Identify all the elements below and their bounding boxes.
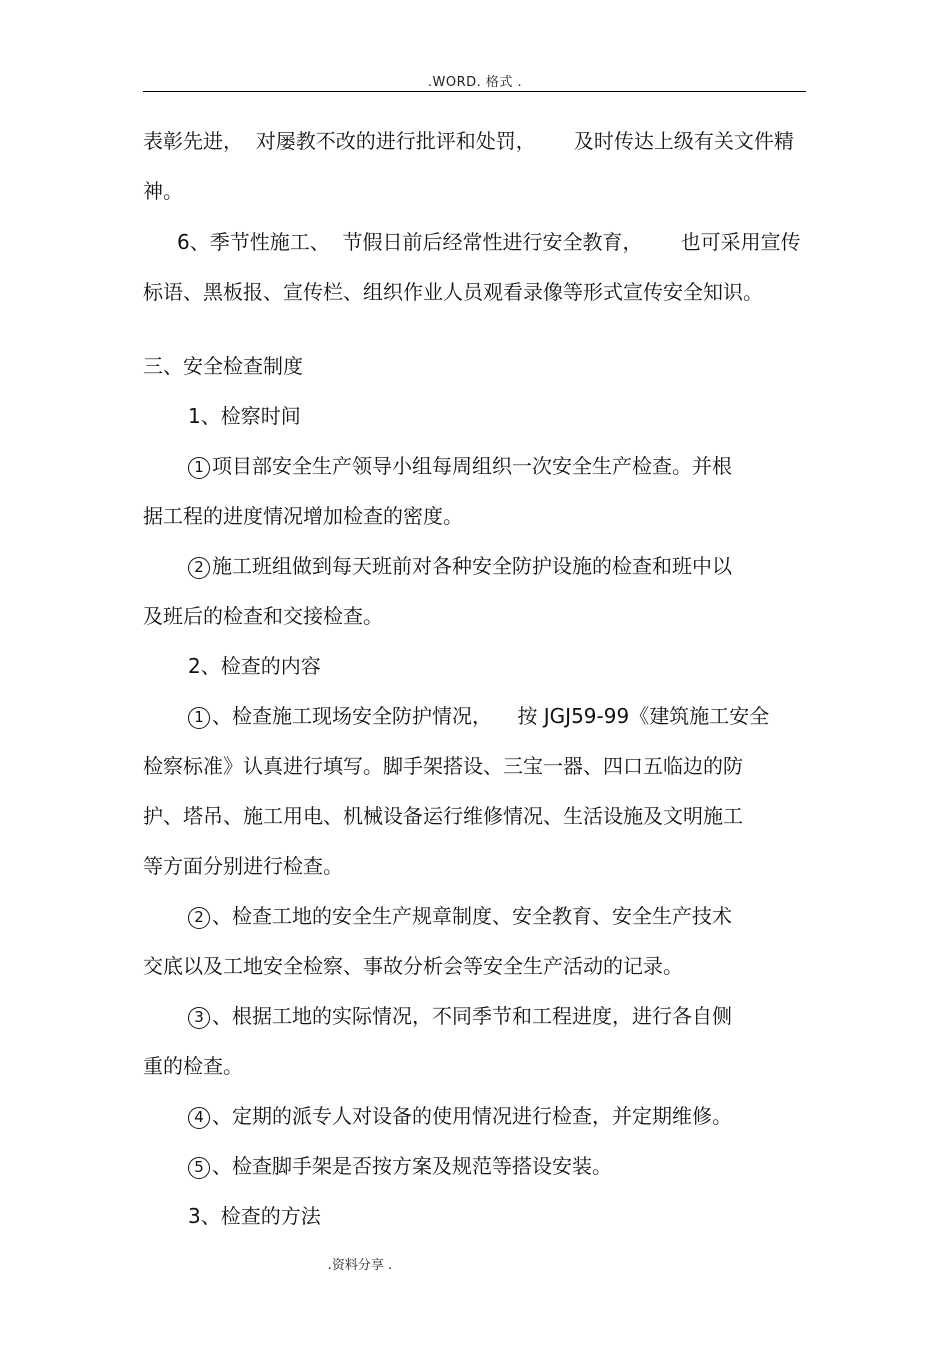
circled-number-marker: 5 [188,1157,210,1179]
list-item-text: 项目部安全生产领导小组每周组织一次安全生产检查。并根 [212,454,732,478]
circled-number-marker: 2 [188,907,210,929]
subsection-heading: 3、检查的方法 [188,1204,321,1228]
list-item-text: 、定期的派专人对设备的使用情况进行检查，并定期维修。 [212,1104,732,1128]
text-line: 据工程的进度情况增加检查的密度。 [143,504,463,528]
list-item-text: 、检查工地的安全生产规章制度、安全教育、安全生产技术 [212,904,732,928]
text-line: 检察标准》认真进行填写。脚手架搭设、三宝一器、四口五临边的防 [143,754,743,778]
text-line: 重的检查。 [143,1054,243,1078]
text-line: 6、季节性施工、 节假日前后经常性进行安全教育， 也可采用宣传 [177,230,801,254]
text-line: 表彰先进， 对屡教不改的进行批评和处罚， 及时传达上级有关文件精 [143,129,794,153]
circled-number-marker: 3 [188,1007,210,1029]
circled-number-marker: 4 [188,1107,210,1129]
text-line: 标语、黑板报、宣传栏、组织作业人员观看录像等形式宣传安全知识。 [143,280,763,304]
list-item-text: 、检查脚手架是否按方案及规范等搭设安装。 [212,1154,612,1178]
text-line: 及班后的检查和交接检查。 [143,604,383,628]
circled-number-marker: 2 [188,557,210,579]
list-item [188,703,769,729]
subsection-heading: 2、检查的内容 [188,654,321,678]
text-line: 护、塔吊、施工用电、机械设备运行维修情况、生活设施及文明施工 [143,804,743,828]
list-item [188,553,732,579]
circled-number-marker: 1 [188,457,210,479]
page-header: .WORD. 格式 . [427,75,523,90]
list-item-text: 、根据工地的实际情况，不同季节和工程进度，进行各自侧 [212,1004,732,1028]
section-heading: 三、安全检查制度 [143,354,303,378]
header-divider [143,91,806,92]
subsection-heading: 1、检察时间 [188,404,301,428]
list-item-text: 、检查施工现场安全防护情况， 按 JGJ59-99《建筑施工安全 [212,704,770,728]
text-line: 神。 [143,179,183,203]
text-line: 交底以及工地安全检察、事故分析会等安全生产活动的记录。 [143,954,683,978]
list-item [188,903,732,929]
list-item [188,453,732,479]
circled-number-marker: 1 [188,707,210,729]
list-item [188,1003,732,1029]
list-item [188,1153,612,1179]
list-item-text: 施工班组做到每天班前对各种安全防护设施的检查和班中以 [212,554,732,578]
list-item [188,1103,732,1129]
page-footer: .资料分享 . [327,1258,393,1273]
text-line: 等方面分别进行检查。 [143,854,343,878]
